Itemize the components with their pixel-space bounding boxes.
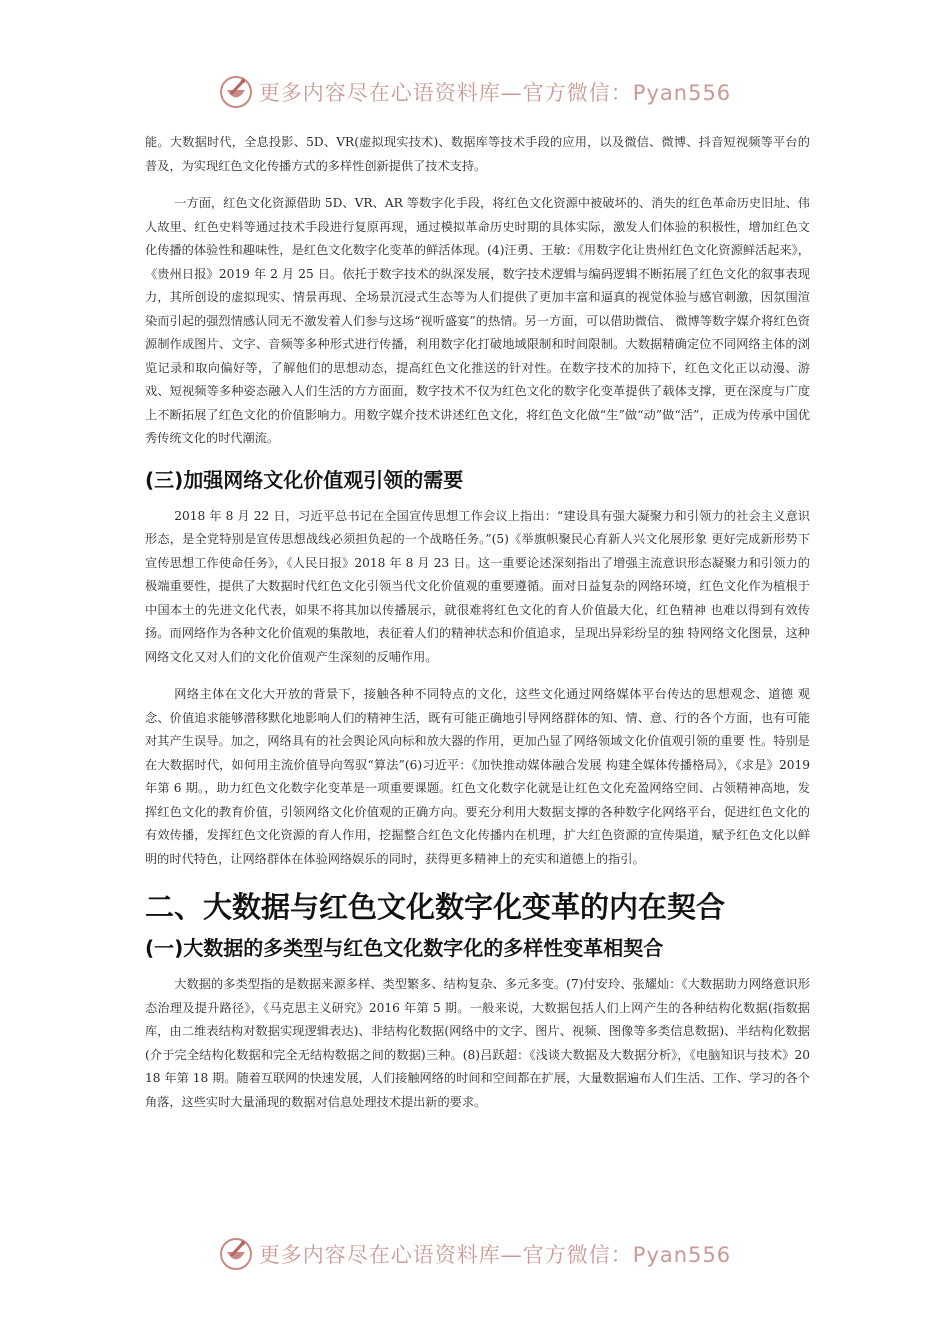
- paragraph: 2018 年 8 月 22 日，习近平总书记在全国宣传思想工作会议上指出：“建设具有强大凝聚力和引领力的社会主义意识形态，是全党特别是宣传思想战线必须担负起的一个战略任务。”(5)《举旗帜聚民心育新人兴文化展形象 更好完成新形势下宣传思想工作使命任务》，《人民日报》2018 年 8 月 23 日。这一重要论述深刻指出了增强主流意识形态凝聚力和引领力的极端重要性，提供了大数据时代红色文化引领当代文化价值观的重要遵循。面对日益复杂的网络环境，红色文化作为植根于中国本土的先进文化代表，如果不将其加以传播展示，就很难将红色文化的育人价值最大化，红色精神 也难以得到有效传扬。而网络作为各种文化价值观的集散地，表征着人们的精神状态和价值追求，呈现出异彩纷呈的独 特网络文化图景，这种网络文化又对人们的文化价值观产生深刻的反哺作用。: [145, 508, 810, 664]
- section-heading-3: (三)加强网络文化价值观引领的需要: [145, 467, 464, 492]
- paragraph: 能。大数据时代，全息投影、5D、VR(虚拟现实技术)、数据库等技术手段的应用，以及微信、微博、抖音短视频等平台的普及，为实现红色文化传播方式的多样性创新提供了技术支持。: [145, 135, 810, 173]
- banner-text: 更多内容尽在心语资料库—官方微信：Pyan556: [258, 81, 732, 105]
- document-body: [145, 131, 810, 1128]
- mortar-pestle-logo-icon: [219, 75, 253, 109]
- paragraph: 一方面，红色文化资源借助 5D、VR、AR 等数字化手段，将红色文化资源中被破坏的、消失的红色革命历史旧址、伟人故里、红色史料等通过技术手段进行复原再现，通过模拟革命历史时期的具体实际，激发人们体验的积极性，增加红色文化传播的体验性和趣味性，是红色文化数字化变革的鲜活体现。(4)汪勇、王敏：《用数字化让贵州红色文化资源鲜活起来》，《贵州日报》2019 年 2 月 25 日。依托于数字技术的纵深发展，数字技术逻辑与编码逻辑不断拓展了红色文化的叙事表现力，其所创设的虚拟现实、情景再现、全场景沉浸式生态等为人们提供了更加丰富和逼真的视觉体验与感官刺激，因氛围渲染而引起的强烈情感认同无不激发着人们参与这场“视听盛宴”的热情。另一方面，可以借助微信、 微博等数字媒介将红色资源制作成图片、文字、音频等多种形式进行传播，利用数字化打破地域限制和时间限制。大数据精确定位不同网络主体的浏览记录和取向偏好等，了解他们的思想动态，提高红色文化推送的针对性。在数字技术的加持下，红色文化正以动漫、游戏、短视频等多种姿态融入人们生活的方方面面，数字技术不仅为红色文化的数字化变革提供了载体支撑，更在深度与广度上不断拓展了红色文化的价值影响力。用数字媒介技术讲述红色文化，将红色文化做“生”做“动”做“活”，正成为传承中国优秀传统文化的时代潮流。: [145, 196, 810, 445]
- banner-text: 更多内容尽在心语资料库—官方微信：Pyan556: [258, 1243, 732, 1267]
- footer-banner: [0, 1232, 950, 1276]
- header-banner: [0, 70, 950, 114]
- subsection-heading: (一)大数据的多类型与红色文化数字化的多样性变革相契合: [145, 936, 664, 960]
- mortar-pestle-logo-icon: [219, 1237, 253, 1271]
- paragraph: 大数据的多类型指的是数据来源多样、类型繁多、结构复杂、多元多变。(7)付安玲、张耀灿：《大数据助力网络意识形态治理及提升路径》，《马克思主义研究》2016 年第 5 期。一般来说，大数据包括人们上网产生的各种结构化数据(指数据库，由二维表结构对数据实现逻辑表达)、非结构化数据(网络中的文字、图片、视频、图像等多类信息数据)、半结构化数据(介于完全结构化数据和完全无结构数据之间的数据)三种。(8)吕跃超：《浅谈大数据及大数据分析》，《电脑知识与技术》2018 年第 18 期。随着互联网的快速发展，人们接触网络的时间和空间都在扩展，大量数据遍布人们生活、工作、学习的各个角落，这些实时大量涌现的数据对信息处理技术提出新的要求。: [145, 977, 810, 1109]
- chapter-heading: 二、大数据与红色文化数字化变革的内在契合: [145, 890, 726, 924]
- paragraph: 网络主体在文化大开放的背景下，接触各种不同特点的文化，这些文化通过网络媒体平台传达的思想观念、道德 观念、价值追求能够潜移默化地影响人们的精神生活，既有可能正确地引导网络群体的知、情、意、行的各个方面，也有可能对其产生误导。加之，网络具有的社会舆论风向标和放大器的作用，更加凸显了网络领域文化价值观引领的重要 性。特别是在大数据时代，如何用主流价值导向驾驭“算法”(6)习近平：《加快推动媒体融合发展 构建全媒体传播格局》，《求是》2019 年第 6 期。，助力红色文化数字化变革是一项重要课题。红色文化数字化就是让红色文化充盈网络空间、占领精神高地，发挥红色文化的教育价值，引领网络文化价值观的正确方向。要充分利用大数据支撑的各种数字化网络平台，促进红色文化的有效传播，发挥红色文化资源的育人作用，挖掘整合红色文化传播内在机理，扩大红色资源的宣传渠道，赋予红色文化以鲜明的时代特色，让网络群体在体验网络娱乐的同时，获得更多精神上的充实和道德上的指引。: [145, 687, 810, 866]
